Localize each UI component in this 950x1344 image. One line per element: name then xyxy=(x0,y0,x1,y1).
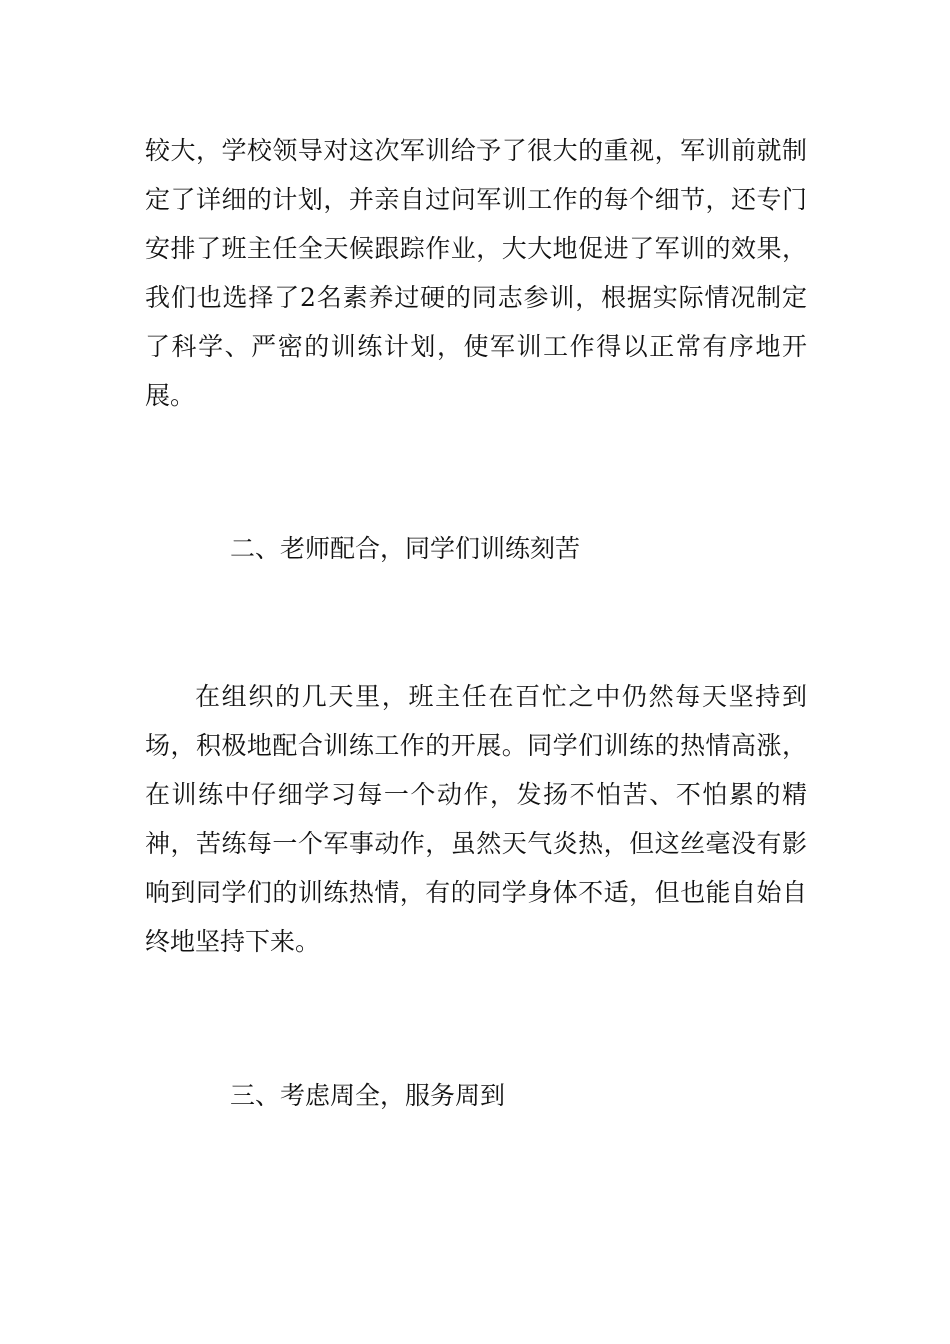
section-heading-2: 二、老师配合，同学们训练刻苦 xyxy=(230,534,581,563)
body-paragraph-1: 较大，学校领导对这次军训给予了很大的重视，军训前就制定了详细的计划，并亲自过问军训工作的每个细节，还专门安排了班主任全天候跟踪作业，大大地促进了军训的效果，我们也选择了2名素养过硬的同志参训，根据实际情况制定了科学、严密的训练计划，使军训工作得以正常有序地开展。 xyxy=(145,136,807,410)
body-paragraph-2: 在组织的几天里，班主任在百忙之中仍然每天坚持到场，积极地配合训练工作的开展。同学们训练的热情高涨，在训练中仔细学习每一个动作，发扬不怕苦、不怕累的精神，苦练每一个军事动作，虽然天气炎热，但这丝毫没有影响到同学们的训练热情，有的同学身体不适，但也能自始自终地坚持下来。 xyxy=(145,682,807,956)
section-heading-3: 三、考虑周全，服务周到 xyxy=(230,1081,506,1110)
